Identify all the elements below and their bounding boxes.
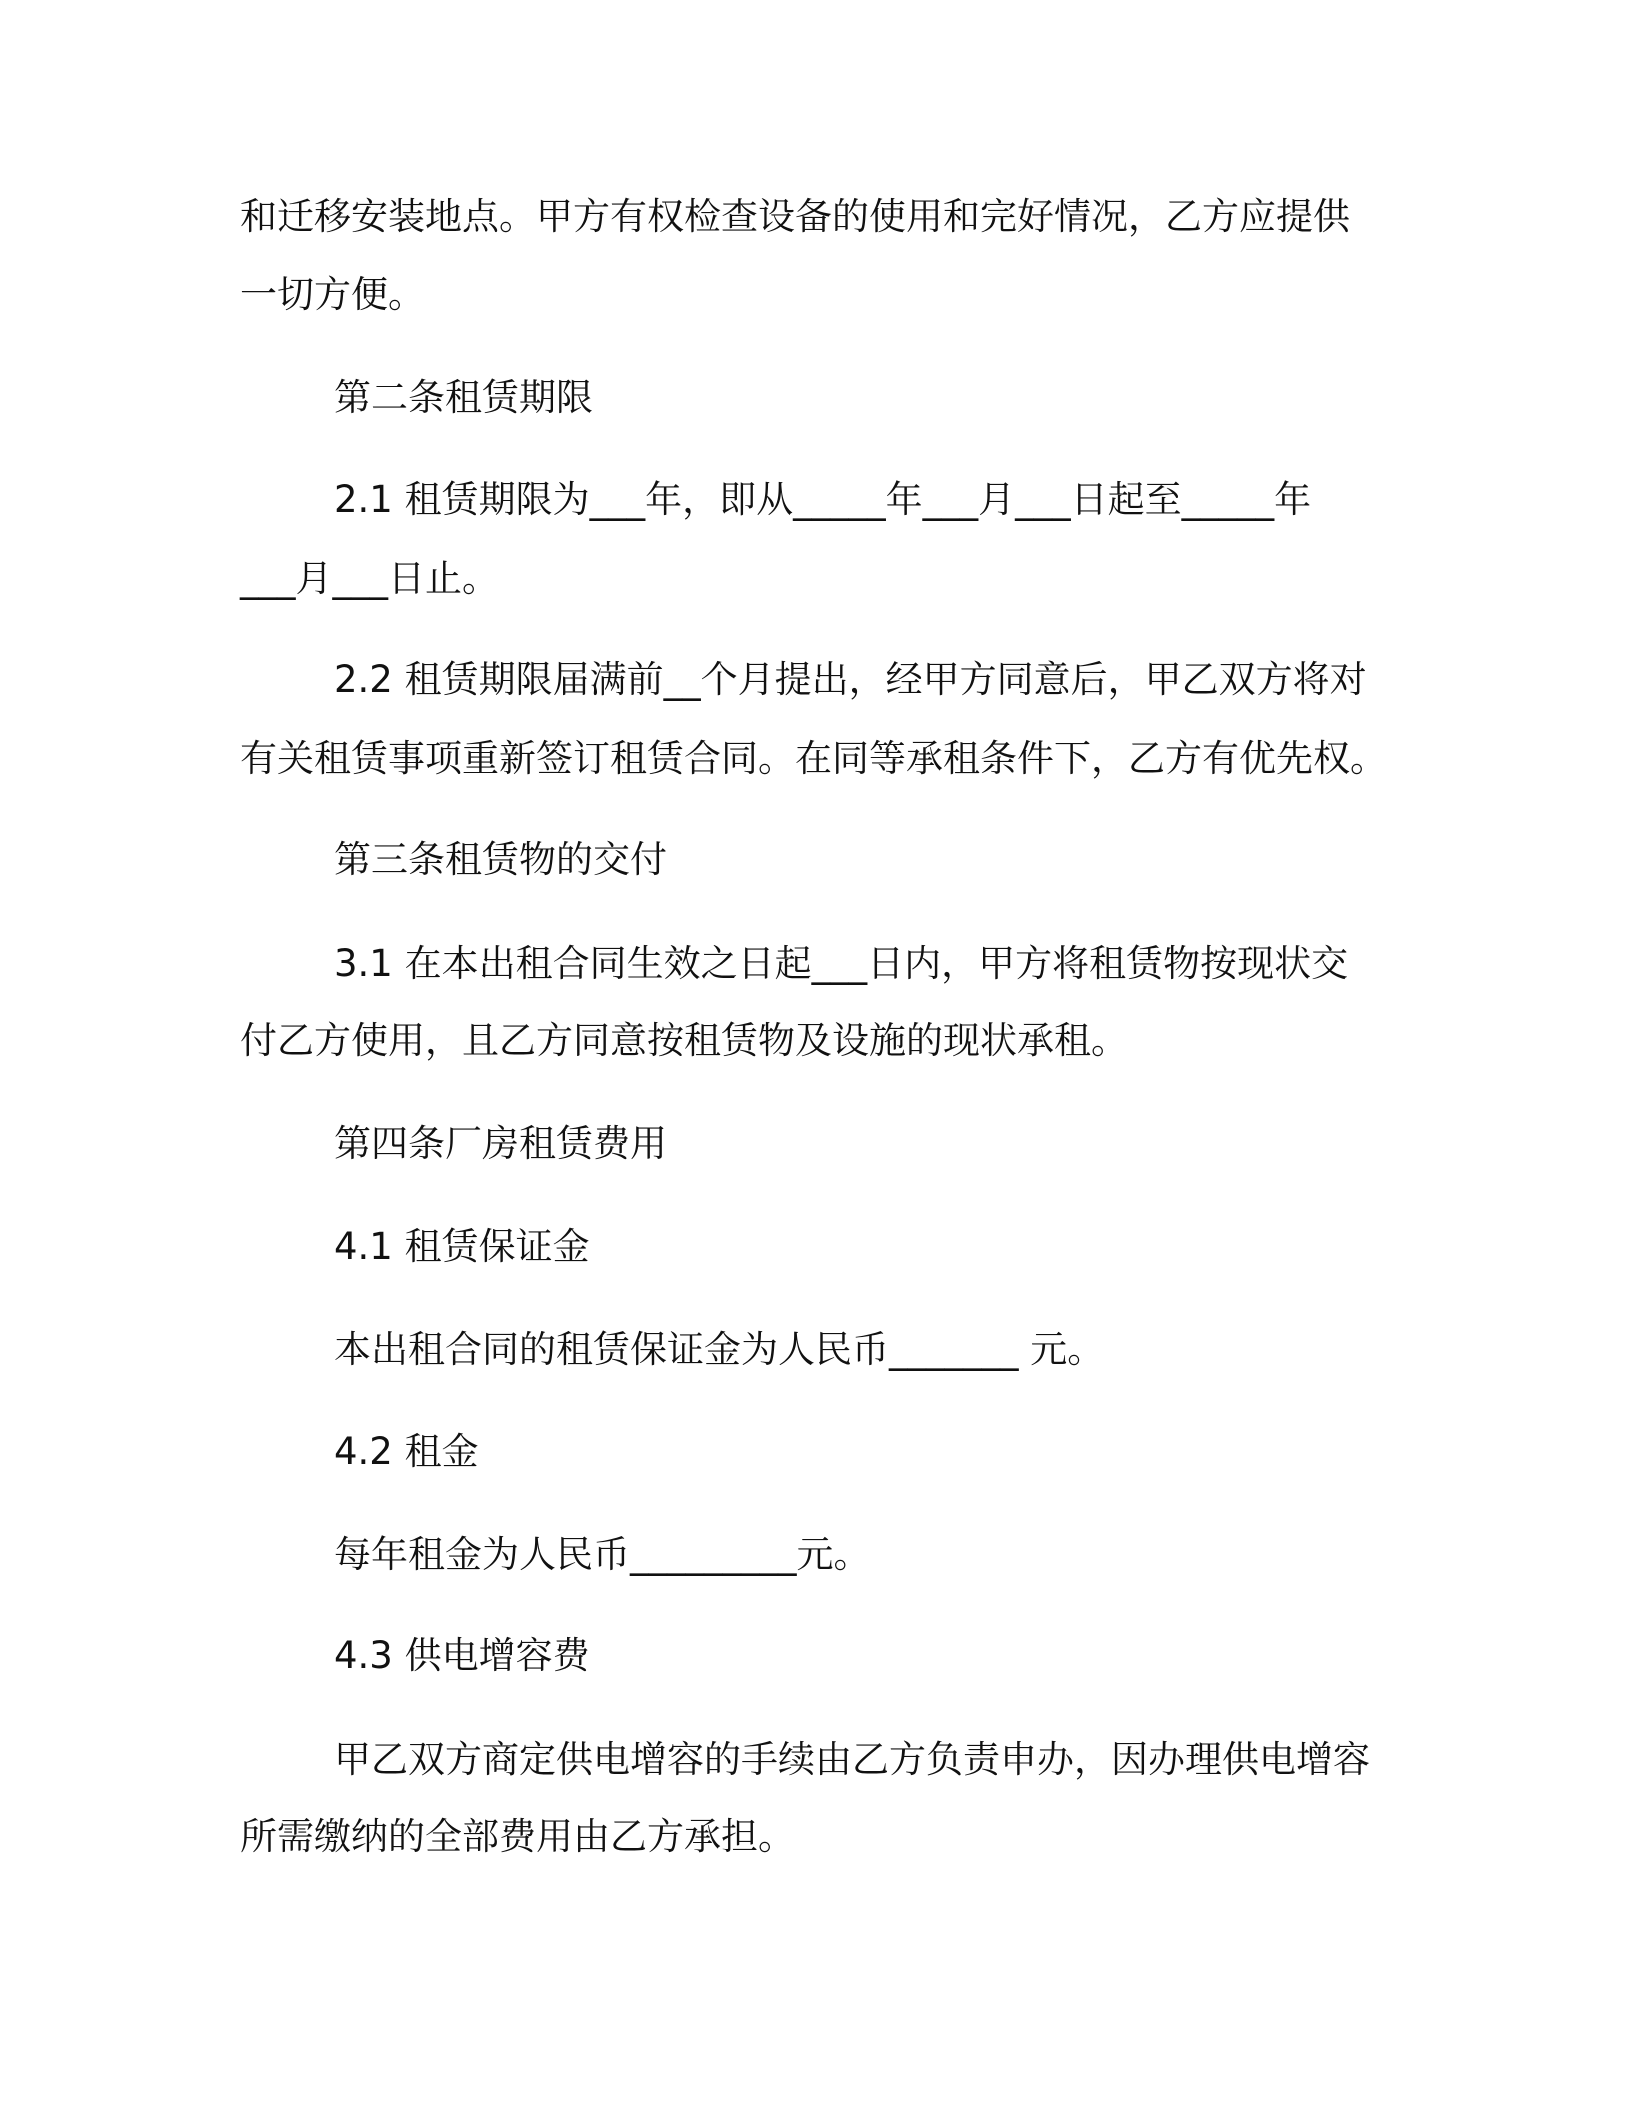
text-line: 本出租合同的租赁保证金为人民币_______ 元。	[334, 1328, 1105, 1371]
section-heading: 第三条租赁物的交付	[334, 838, 667, 881]
text-line: ___月___日止。	[240, 557, 499, 600]
subsection-heading: 4.2 租金	[334, 1430, 479, 1473]
text-line: 和迁移安装地点。甲方有权检查设备的使用和完好情况，乙方应提供	[240, 195, 1350, 238]
text-line: 一切方便。	[240, 273, 425, 316]
text-line: 甲乙双方商定供电增容的手续由乙方负责申办，因办理供电增容	[334, 1738, 1370, 1781]
subsection-heading: 4.3 供电增容费	[334, 1634, 590, 1677]
subsection-heading: 4.1 租赁保证金	[334, 1225, 590, 1268]
text-line: 2.1 租赁期限为___年，即从_____年___月___日起至_____年	[334, 478, 1312, 521]
text-line: 2.2 租赁期限届满前__个月提出，经甲方同意后，甲乙双方将对	[334, 658, 1367, 701]
text-line: 3.1 在本出租合同生效之日起___日内，甲方将租赁物按现状交	[334, 942, 1349, 985]
text-line: 所需缴纳的全部费用由乙方承担。	[240, 1815, 795, 1858]
text-line: 付乙方使用，且乙方同意按租赁物及设施的现状承租。	[240, 1019, 1128, 1062]
text-line: 有关租赁事项重新签订租赁合同。在同等承租条件下，乙方有优先权。	[240, 737, 1387, 780]
section-heading: 第四条厂房租赁费用	[334, 1122, 667, 1165]
section-heading: 第二条租赁期限	[334, 376, 593, 419]
text-line: 每年租金为人民币_________元。	[334, 1533, 871, 1576]
